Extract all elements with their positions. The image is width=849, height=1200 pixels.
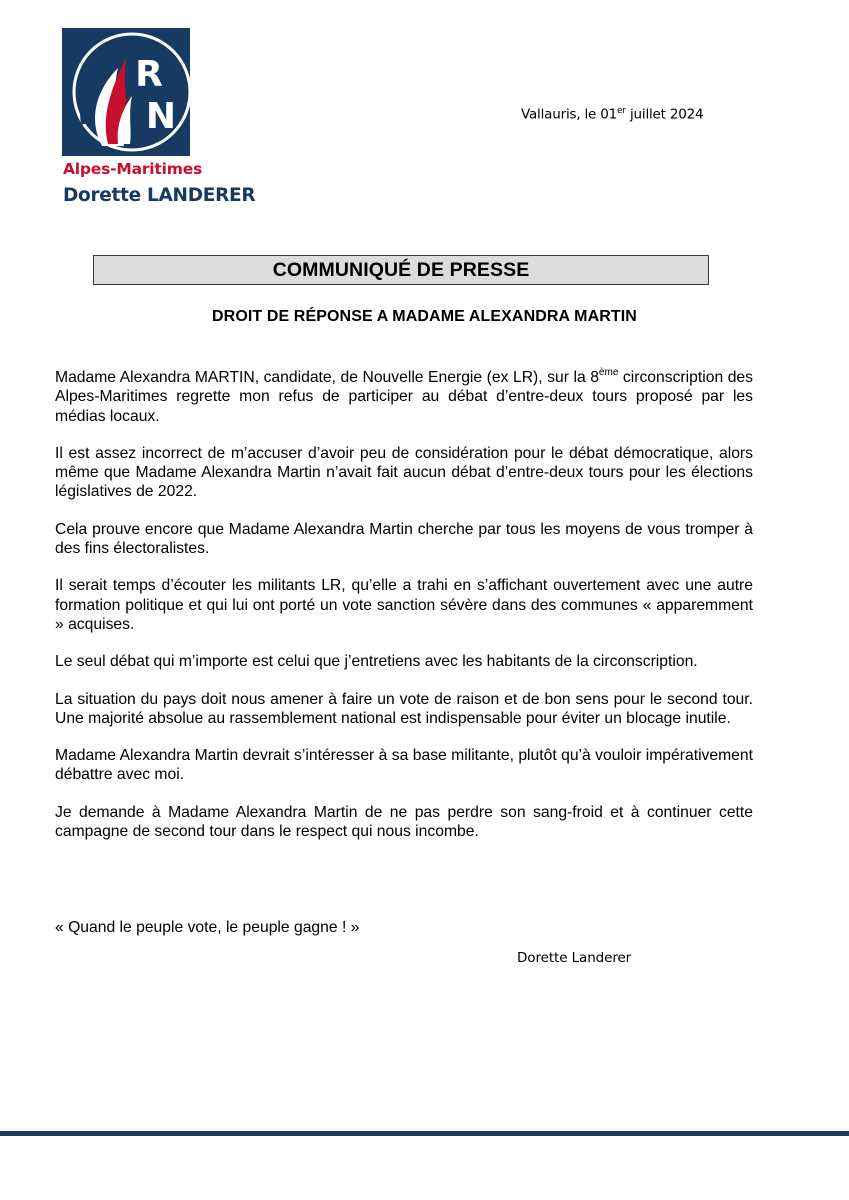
- paragraph-text: Madame Alexandra MARTIN, candidate, de Nouvelle Energie (ex LR), sur la 8: [55, 369, 599, 386]
- footer-divider: [0, 1131, 849, 1136]
- body-text: [55, 368, 753, 859]
- deputy-name: Dorette LANDERER: [63, 185, 256, 206]
- logo-letter-r: R: [135, 54, 163, 95]
- signature: Dorette Landerer: [517, 950, 632, 966]
- rn-logo-graphic: [62, 28, 190, 156]
- date-sup: er: [617, 106, 626, 116]
- paragraph: Cela prouve encore que Madame Alexandra Martin cherche par tous les moyens de vous tromper à des fins électoralistes.: [55, 520, 753, 558]
- department-label: Alpes-Maritimes: [63, 160, 203, 178]
- logo-letter-n: N: [145, 96, 177, 137]
- closing-quote: « Quand le peuple vote, le peuple gagne ! »: [55, 919, 360, 936]
- paragraph: Il serait temps d’écouter les militants LR, qu’elle a trahi en s’affichant ouvertement avec une autre formation politique et qui lui ont porté un vote sanction sévère dans des communes « apparemment » acquises.: [55, 577, 753, 633]
- press-release-title-box: COMMUNIQUÉ DE PRESSE: [93, 255, 709, 285]
- date-suffix: juillet 2024: [625, 106, 704, 123]
- paragraph: Je demande à Madame Alexandra Martin de ne pas perdre son sang-froid et à continuer cette campagne de second tour dans le respect qui nous incombe.: [55, 803, 753, 841]
- dateline: [521, 106, 703, 123]
- document-subtitle: DROIT DE RÉPONSE A MADAME ALEXANDRA MARTIN: [212, 308, 637, 325]
- paragraph-text: circonscription des Alpes-Maritimes regrette mon refus de participer au débat d’entre-deux tours proposé par les médias locaux.: [55, 369, 753, 425]
- paragraph: [55, 368, 753, 426]
- date-prefix: Vallauris, le 01: [521, 106, 618, 123]
- paragraph: Le seul débat qui m’importe est celui que j’entretiens avec les habitants de la circonscription.: [55, 653, 698, 671]
- paragraph: La situation du pays doit nous amener à faire un vote de raison et de bon sens pour le second tour. Une majorité absolue au rassemblement national est indispensable pour éviter un blocage inutile.: [55, 690, 753, 727]
- rn-logo: [62, 28, 190, 156]
- paragraph: Il est assez incorrect de m’accuser d’avoir peu de considération pour le débat démocratique, alors même que Madame Alexandra Martin n’avait fait aucun débat d’entre-deux tours pour les élections législatives de 2022.: [55, 444, 753, 501]
- paragraph: Madame Alexandra Martin devrait s’intéresser à sa base militante, plutôt qu’à vouloir impérativement débattre avec moi.: [55, 747, 753, 784]
- ordinal-sup: ème: [598, 367, 619, 378]
